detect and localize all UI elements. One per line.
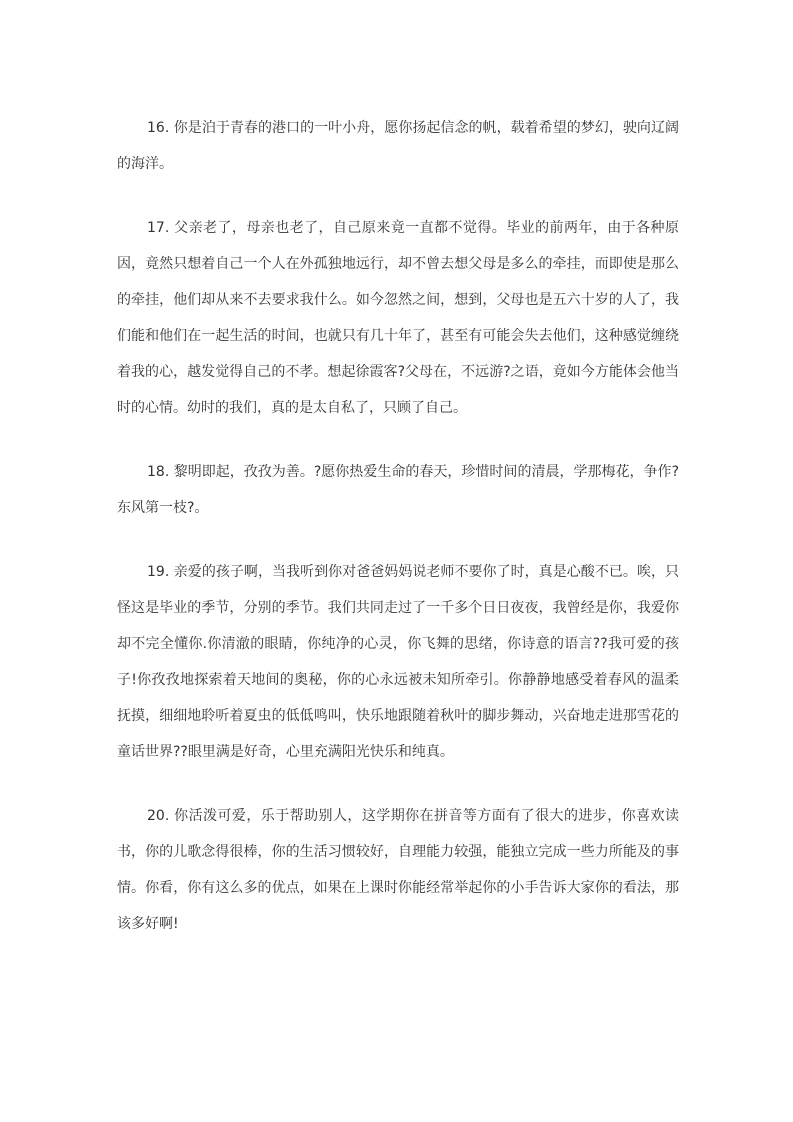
paragraph-19: 19. 亲爱的孩子啊，当我听到你对爸爸妈妈说老师不要你了时，真是心酸不已。唉，只怪这是毕业的季节，分别的季节。我们共同走过了一千多个日日夜夜，我曾经是你，我爱你却不完全懂你.你清澈的眼睛，你纯净的心灵，你飞舞的思绪，你诗意的语言??我可爱的孩子!你孜孜地探索着天地间的奥秘，你的心永远被未知所牵引。你静静地感受着春风的温柔抚摸，细细地聆听着夏虫的低低鸣叫，快乐地跟随着秋叶的脚步舞动，兴奋地走进那雪花的童话世界??眼里满是好奇，心里充满阳光快乐和纯真。 <box>117 564 679 760</box>
paragraph-17: 17. 父亲老了，母亲也老了，自己原来竟一直都不觉得。毕业的前两年，由于各种原因，竟然只想着自己一个人在外孤独地远行，却不曾去想父母是多么的牵挂，而即使是那么的牵挂，他们却从来不去要求我什么。如今忽然之间，想到，父母也是五六十岁的人了，我们能和他们在一起生活的时间，也就只有几十年了，甚至有可能会失去他们，这种感觉缠绕着我的心，越发觉得自己的不孝。想起徐霞客?父母在，不远游?之语，竟如今方能体会他当时的心情。幼时的我们，真的是太自私了，只顾了自己。 <box>117 220 679 416</box>
paragraph-16: 16. 你是泊于青春的港口的一叶小舟，愿你扬起信念的帆，载着希望的梦幻，驶向辽阔的海洋。 <box>117 120 679 172</box>
paragraph-20: 20. 你活泼可爱，乐于帮助别人，这学期你在拼音等方面有了很大的进步，你喜欢读书，你的儿歌念得很棒，你的生活习惯较好，自理能力较强，能独立完成一些力所能及的事情。你看，你有这么多的优点，如果在上课时你能经常举起你的小手告诉大家你的看法，那该多好啊! <box>117 808 679 932</box>
document-body <box>117 110 679 970</box>
paragraph-18: 18. 黎明即起，孜孜为善。?愿你热爱生命的春天，珍惜时间的清晨，学那梅花，争作?东风第一枝?。 <box>117 464 679 516</box>
